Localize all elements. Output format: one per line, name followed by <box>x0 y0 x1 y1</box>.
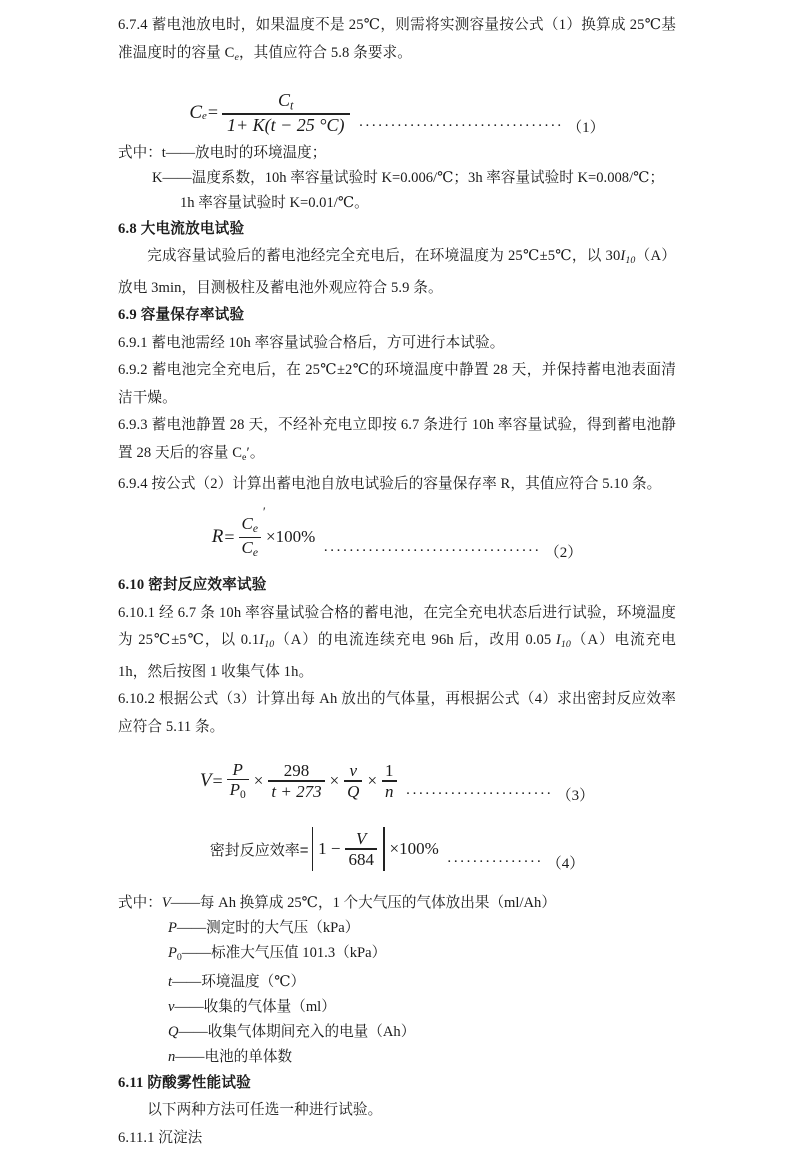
paragraph-6-10-1-part-b: （A）的电流连续充电 96h 后，改用 0.05 <box>274 632 556 649</box>
formula-2-numerator <box>239 504 266 536</box>
notes-2-text-6: ——电池的单体数 <box>175 1048 293 1065</box>
paragraph-6-10-1-current-var-2: I <box>555 632 561 649</box>
formula-2-multiplier: ×100% <box>266 527 316 547</box>
formula-4-denominator: 684 <box>348 849 374 869</box>
formula-3-times-3: × <box>367 771 378 791</box>
notes-2-item-6 <box>118 1045 676 1070</box>
notes-2-item-3 <box>118 970 676 995</box>
formula-4-abs-left <box>312 827 314 871</box>
paragraph-6-10-1-current-var-1: I <box>259 632 265 649</box>
formula-2 <box>118 504 676 566</box>
formula-3-f3-denominator: Q <box>347 781 360 801</box>
formula-3-times-2: × <box>329 771 340 791</box>
formula-3-fraction-3 <box>344 761 362 801</box>
paragraph-6-9-3-part-a: 6.9.3 蓄电池静置 28 天，不经补充电立即按 6.7 条进行 10h 率容量试验，得到蓄电池静置 28 天后的容量 C <box>118 417 676 461</box>
notes-2-symbol-5: Q <box>168 1023 179 1040</box>
notes-2-item-4 <box>118 995 676 1020</box>
formula-3-f2-denominator: t + 273 <box>271 781 322 801</box>
formula-4-leader-dots: ··············· <box>446 854 543 871</box>
formula-2-numerator-var: C <box>241 514 253 534</box>
notes-1-lead: 式中：t——放电时的环境温度； <box>118 144 327 161</box>
notes-2-text-4: ——收集的气体量（ml） <box>174 998 336 1015</box>
formula-2-leader-dots: ·································· <box>323 543 541 560</box>
paragraph-6-10-1-part-a: 6.10.1 经 6.7 条 10h 率容量试验合格的蓄电池，在完全充电状态后进行试验，环境温度为 25℃±5℃，以 0.1 <box>118 604 676 649</box>
formula-3-fraction-1 <box>227 760 249 803</box>
formula-1-numerator-sub: t <box>290 98 294 113</box>
paragraph-6-8-current-sub: 10 <box>625 255 636 267</box>
notes-2-symbol-6: n <box>168 1048 176 1065</box>
paragraph-6-11-1: 6.11.1 沉淀法 <box>118 1129 203 1146</box>
spacer-before-notes-2 <box>118 877 676 891</box>
heading-6-11: 6.11 防酸雾性能试验 <box>118 1074 251 1091</box>
paragraph-6-9-4: 6.9.4 按公式（2）计算出蓄电池自放电试验后的容量保存率 R，其值应符合 5.10 条。 <box>118 475 662 492</box>
paragraph-6-10-1-current-sub-2: 10 <box>560 639 571 651</box>
formula-1-leader-dots: ································ <box>358 117 564 134</box>
paragraph-6-10-1-current-sub-1: 10 <box>264 639 275 651</box>
notes-2-symbol-2-sub: 0 <box>176 951 182 963</box>
notes-2-symbol-0: V <box>161 895 171 912</box>
paragraph-6-8 <box>118 243 676 302</box>
paragraph-6-8-part-a: 完成容量试验后的蓄电池经完全充电后，在环境温度为 25℃±5℃，以 30 <box>147 248 621 265</box>
notes-2-item-2 <box>118 941 676 970</box>
paragraph-6-9-3 <box>118 412 676 471</box>
formula-2-number: （2） <box>544 545 583 562</box>
paragraph-6-7-4-subscript: e <box>234 51 239 63</box>
notes-2-text-0: ——每 Ah 换算成 25℃，1 个大气压的气体放出果（ml/Ah） <box>170 895 556 912</box>
formula-1-lhs: C <box>189 101 203 123</box>
formula-2-fraction <box>239 504 266 560</box>
heading-6-10: 6.10 密封反应效率试验 <box>118 577 267 594</box>
notes-2-symbol-2: P <box>168 945 177 962</box>
formula-1-fraction <box>222 90 350 135</box>
formula-1-numerator-var: C <box>278 90 291 111</box>
paragraph-6-8-part-b: （A）放电 3min，目测极柱及蓄电池外观应符合 5.9 条。 <box>118 248 676 296</box>
formula-3-f2-numerator: 298 <box>283 761 310 781</box>
heading-6-9: 6.9 容量保存率试验 <box>118 307 245 324</box>
notes-2-item-5 <box>118 1020 676 1045</box>
notes-2-symbol-1: P <box>168 920 177 937</box>
formula-3-f1-numerator: P <box>232 759 243 779</box>
notes-2-symbol-3: t <box>168 973 173 990</box>
formula-3-times-1: × <box>253 771 264 791</box>
formula-4-label: 密封反应效率= <box>209 841 309 859</box>
formula-2-numerator-prime: ′ <box>262 504 266 520</box>
formula-3-f3-numerator: v <box>349 761 358 781</box>
formula-2-denominator-sub: e <box>252 546 259 560</box>
formula-2-denominator <box>239 538 261 560</box>
paragraph-6-9-1: 6.9.1 蓄电池需经 10h 率容量试验合格后，方可进行本试验。 <box>118 334 505 351</box>
formula-3-leader-dots: ······················· <box>405 786 553 803</box>
notes-2-text-5: ——收集气体期间充入的电量（Ah） <box>178 1023 416 1040</box>
formula-2-denominator-var: C <box>241 538 253 558</box>
formula-3-equals: = <box>212 770 223 791</box>
paragraph-6-10-1-part-c: （A）电流充电 1h，然后按图 1 收集气体 1h。 <box>118 632 676 680</box>
paragraph-6-10-2: 6.10.2 根据公式（3）计算出每 Ah 放出的气体量，再根据公式（4）求出密封反应效率应符合 5.11 条。 <box>118 691 676 735</box>
formula-3-f1-denominator <box>227 780 249 802</box>
paragraph-6-9-3-part-b: ′。 <box>246 444 265 461</box>
formula-1-denominator: 1+ K(t − 25 °C) <box>227 115 345 136</box>
formula-4 <box>118 821 676 877</box>
formula-3 <box>118 753 676 809</box>
heading-6-8: 6.8 大电流放电试验 <box>118 220 245 237</box>
formula-3-fraction-2 <box>268 761 324 801</box>
formula-3-fraction-4 <box>382 761 397 801</box>
formula-3-lhs: V <box>199 770 212 792</box>
notes-1-line-2: K——温度系数，10h 率容量试验时 K=0.006/℃；3h 率容量试验时 K=0.008/℃； <box>152 169 665 186</box>
notes-2-symbol-4: v <box>168 998 175 1015</box>
formula-4-inner-one: 1 − <box>318 839 341 859</box>
formula-4-abs-right <box>383 827 385 871</box>
notes-1-line-3: 1h 率容量试验时 K=0.01/℃。 <box>180 194 369 211</box>
formula-3-f1-denominator-sub: 0 <box>240 788 246 802</box>
paragraph-6-8-current-var: I <box>620 248 626 265</box>
formula-1 <box>118 85 676 141</box>
paragraph-6-9-2: 6.9.2 蓄电池完全充电后，在 25℃±2℃的环境温度中静置 28 天，并保持蓄电池表面清洁干燥。 <box>118 362 676 406</box>
formula-3-f4-numerator: 1 <box>385 761 394 781</box>
formula-2-lhs: R <box>211 526 224 548</box>
formula-3-f1-denominator-var: P <box>229 780 240 800</box>
formula-1-equals: = <box>207 102 218 123</box>
paragraph-6-7-4-tail: ，其值应符合 5.8 条要求。 <box>238 44 412 61</box>
formula-1-numerator <box>273 90 298 113</box>
formula-1-lhs-subscript: e <box>202 110 207 123</box>
formula-1-number: （1） <box>567 119 605 136</box>
formula-4-multiplier: ×100% <box>389 839 439 859</box>
formula-3-f4-denominator: n <box>385 781 394 801</box>
notes-2-item-0 <box>118 891 676 916</box>
paragraph-6-7-4-text: 6.7.4 蓄电池放电时，如果温度不是 25℃，则需将实测容量按公式（1）换算成 25℃基准温度时的容量 C <box>118 17 676 61</box>
notes-2-text-1: ——测定时的大气压（kPa） <box>176 920 360 937</box>
notes-2-item-1 <box>118 916 676 941</box>
paragraph-6-11-intro: 以下两种方法可任选一种进行试验。 <box>147 1102 383 1119</box>
paragraph-6-7-4 <box>118 12 676 71</box>
formula-2-numerator-sub: e <box>252 522 259 536</box>
paragraph-6-10-1 <box>118 600 676 686</box>
formula-4-fraction <box>345 829 377 869</box>
notes-2-text-2: ——标准大气压值 101.3（kPa） <box>181 945 387 962</box>
formula-2-equals: = <box>224 526 235 547</box>
notes-2-text-3: ——环境温度（℃） <box>172 973 306 990</box>
paragraph-6-9-3-sub: e <box>242 451 247 463</box>
notes-2-lead-prefix: 式中： <box>118 895 162 912</box>
formula-4-numerator: V <box>356 829 367 849</box>
formula-4-number: （4） <box>546 856 585 873</box>
formula-3-number: （3） <box>556 788 595 805</box>
